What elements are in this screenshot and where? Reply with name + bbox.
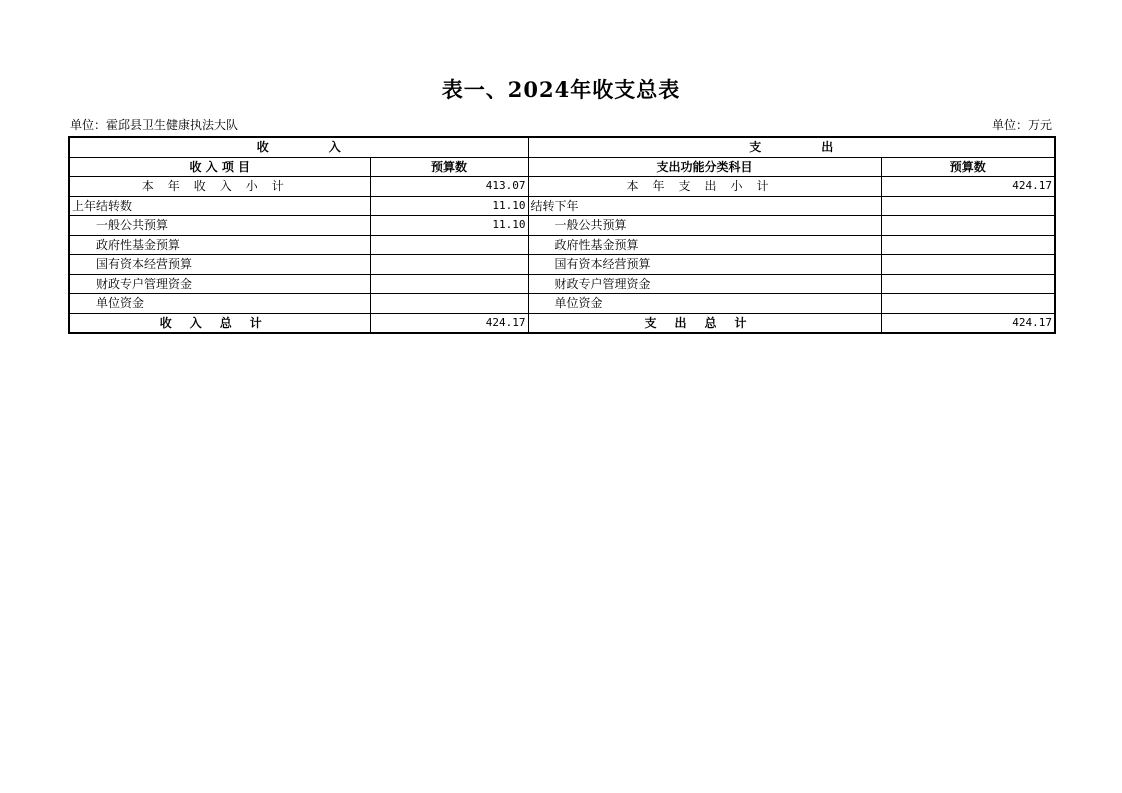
- income-label: 一般公共预算: [69, 216, 370, 236]
- table-row: [69, 216, 1055, 236]
- income-value: [370, 274, 528, 294]
- income-value: [370, 255, 528, 275]
- page-title: 表一、2024年收支总表: [441, 77, 681, 102]
- table-header-row-2: [69, 157, 1055, 177]
- expense-value: [881, 294, 1055, 314]
- income-label: 政府性基金预算: [69, 235, 370, 255]
- expense-label: 国有资本经营预算: [528, 255, 881, 275]
- income-budget-header: 预算数: [370, 157, 528, 177]
- expense-label: 财政专户管理资金: [528, 274, 881, 294]
- income-total-label: 收入总计: [69, 313, 370, 333]
- table-header-row-1: [69, 137, 1055, 157]
- income-label: 上年结转数: [69, 196, 370, 216]
- table-row: [69, 255, 1055, 275]
- income-section-header: 收 入: [69, 137, 528, 157]
- expense-total-label: 支出总计: [528, 313, 881, 333]
- unit-label-currency: 单位：万元: [991, 118, 1052, 132]
- table-row: [69, 196, 1055, 216]
- table-row: [69, 274, 1055, 294]
- totals-row: [69, 313, 1055, 333]
- income-value: 11.10: [370, 196, 528, 216]
- income-label: 本年收入小计: [69, 177, 370, 197]
- income-value: [370, 294, 528, 314]
- expense-section-header: 支 出: [528, 137, 1055, 157]
- expense-label: 一般公共预算: [528, 216, 881, 236]
- expense-value: [881, 216, 1055, 236]
- income-value: 11.10: [370, 216, 528, 236]
- table-row: [69, 177, 1055, 197]
- expense-total-value: 424.17: [881, 313, 1055, 333]
- expense-label: 结转下年: [528, 196, 881, 216]
- expense-value: [881, 235, 1055, 255]
- income-total-value: 424.17: [370, 313, 528, 333]
- income-value: [370, 235, 528, 255]
- income-value: 413.07: [370, 177, 528, 197]
- income-label: 单位资金: [69, 294, 370, 314]
- expense-value: 424.17: [881, 177, 1055, 197]
- expense-label: 政府性基金预算: [528, 235, 881, 255]
- expense-value: [881, 255, 1055, 275]
- expense-budget-header: 预算数: [881, 157, 1055, 177]
- income-label: 国有资本经营预算: [69, 255, 370, 275]
- table-row: [69, 235, 1055, 255]
- table-row: [69, 294, 1055, 314]
- expense-value: [881, 274, 1055, 294]
- income-label: 财政专户管理资金: [69, 274, 370, 294]
- expense-item-header: 支出功能分类科目: [528, 157, 881, 177]
- budget-summary-table: [68, 136, 1056, 334]
- expense-label: 单位资金: [528, 294, 881, 314]
- expense-label: 本年支出小计: [528, 177, 881, 197]
- unit-label-organization: 单位：霍邱县卫生健康执法大队: [70, 118, 239, 132]
- income-item-header: 收 入 项 目: [69, 157, 370, 177]
- expense-value: [881, 196, 1055, 216]
